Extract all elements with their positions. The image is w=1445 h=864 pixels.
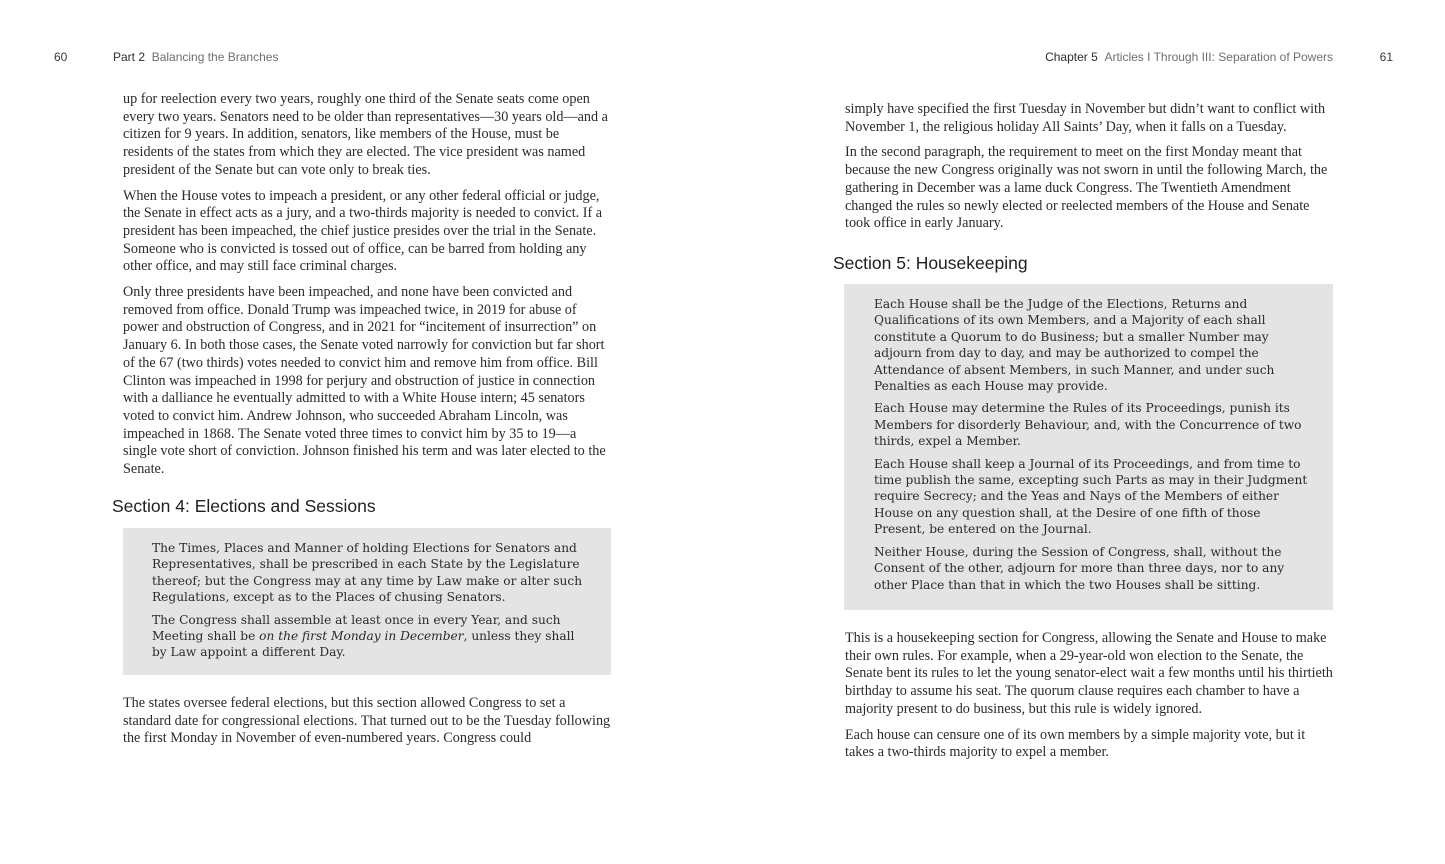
paragraph: Only three presidents have been impeached, and none have been convicted and removed from office. Donald Trump was impeached twice, in 2019 for abuse of power and obstruction of Congress, and in 2021 for “incitement of insurrection” on January 6. In both those cases, the Senate voted narrowly for conviction but far short of the 67 (two thirds) votes needed to convict him and remove him from office. Bill Clinton was impeached in 1998 for perjury and obstruction of justice in connection with a dalliance he eventually admitted to with a White House intern; 45 senators voted to convict him. Andrew Johnson, who succeeded Abraham Lincoln, was impeached in 1868. The Senate voted three times to convict him by 35 to 19—a single vote short of conviction. Johnson finished his term and was later elected to the Senate. [123,284,606,478]
paragraph: up for reelection every two years, roughly one third of the Senate seats come open every two years. Senators need to be older than representatives—30 years old—and a citizen for 9 years. In addition, senators, like members of the House, must be residents of the states from which they are elected. The vice president was named president of the Senate but can vote only to break ties. [123,91,608,178]
left-page [0,0,722,864]
quote-paragraph: Neither House, during the Session of Congress, shall, without the Consent of the other, adjourn for more than three days, nor to any other Place than that in which the two Houses shall be sitting. [874,544,1285,592]
body-text-bottom [123,695,611,756]
paragraph: In the second paragraph, the requirement to meet on the first Monday meant that because the new Congress originally was not sworn in until the following March, the gathering in December was a lame duck Congress. The Twentieth Amendment changed the rules so newly elected or reelected members of the House and Senate took office in early January. [845,144,1328,232]
constitution-quote-box [123,528,611,675]
body-text-bottom [845,630,1335,770]
quote-paragraph: Each House shall be the Judge of the Elections, Returns and Qualifications of its own Members, and a Majority of each shall constitute a Quorum to do Business; but a smaller Number may adjourn from day to day, and may be authorized to compel the Attendance of absent Members, in such Manner, and under such Penalties as each House may provide. [874,297,1275,394]
constitution-quote-box [844,284,1333,610]
paragraph: This is a housekeeping section for Congress, allowing the Senate and House to make their own rules. For example, when a 29-year-old won election to the Senate, the Senate bent its rules to let the young senator-elect wait a few months until his thirtieth birthday to assume his seat. The quorum clause requires each chamber to have a majority present to do business, but this rule is widely ignored. [845,630,1333,717]
quote-paragraph: The Congress shall assemble at least once in every Year, and such Meeting shall be on the first Monday in December, unless they shall by Law appoint a different Day. [152,612,575,660]
page-number: 60 [54,50,68,64]
right-page [722,0,1445,864]
quote-paragraph: Each House shall keep a Journal of its Proceedings, and from time to time publish the same, excepting such Parts as may in their Judgment require Secrecy; and the Yeas and Nays of the Members of either House on any question shall, at the Desire of one fifth of those Present, be entered on the Journal. [874,456,1308,537]
paragraph: Each house can censure one of its own members by a simple majority vote, but it takes a two-thirds majority to expel a member. [845,726,1306,761]
paragraph: The states oversee federal elections, but this section allowed Congress to set a standard date for congressional elections. That turned out to be the Tuesday following the first Monday in November of even-numbered years. Congress could [123,695,611,747]
chapter-title: Articles I Through III: Separation of Powers [1104,50,1333,64]
paragraph: When the House votes to impeach a president, or any other federal official or judge, the Senate in effect acts as a jury, and a two-thirds majority is needed to convict. If a president has been impeached, the chief justice presides over the trial in the Senate. Someone who is convicted is tossed out of office, can be barred from holding any other office, and may still face criminal charges. [123,187,603,275]
body-text-top [845,101,1335,241]
part-label: Part 2 [113,50,146,64]
section-heading: Section 5: Housekeeping [833,253,1028,273]
running-head-chapter [1045,50,1333,64]
running-head-part [113,50,278,64]
page-number: 61 [1379,50,1393,64]
part-title: Balancing the Branches [151,50,279,64]
quote-paragraph: The Times, Places and Manner of holding Elections for Senators and Representatives, shall be prescribed in each State by the Legislature thereof; but the Congress may at any time by Law make or alter such Regulations, except as to the Places of chusing Senators. [152,541,583,605]
paragraph: simply have specified the first Tuesday in November but didn’t want to conflict with November 1, the religious holiday All Saints’ Day, when it falls on a Tuesday. [845,101,1326,135]
body-text-top [123,91,611,487]
chapter-label: Chapter 5 [1045,50,1098,64]
section-heading: Section 4: Elections and Sessions [112,496,376,516]
quote-paragraph: Each House may determine the Rules of its Proceedings, punish its Members for disorderly Behaviour, and, with the Concurrence of two thirds, expel a Member. [874,401,1302,449]
